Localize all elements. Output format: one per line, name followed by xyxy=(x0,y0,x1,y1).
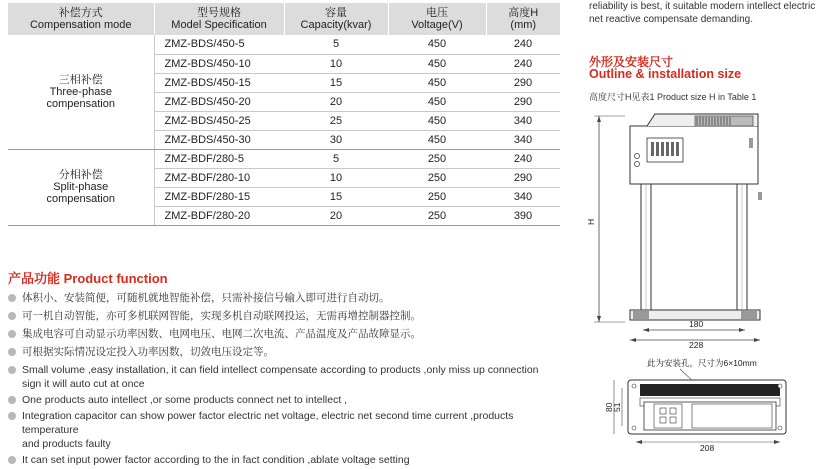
model-cell: ZMZ-BDS/450-25 xyxy=(154,111,284,130)
dim-208-label: 208 xyxy=(700,443,715,453)
header-compensation-mode: 补偿方式 Compensation mode xyxy=(8,3,154,35)
capacity-cell: 25 xyxy=(284,111,388,130)
voltage-cell: 250 xyxy=(388,187,486,206)
capacity-cell: 15 xyxy=(284,187,388,206)
voltage-cell: 250 xyxy=(388,206,486,225)
front-view-drawing xyxy=(585,108,805,350)
height-cell: 290 xyxy=(486,73,560,92)
intro-text: reliability is best, it suitable modern intellect electric net reactive compensate demanding. xyxy=(589,1,816,25)
list-item: 体积小、安装简便，可随机就地智能补偿，只需补接信号输入即可进行自动切。 xyxy=(8,291,568,305)
product-function-title: 产品功能 Product function xyxy=(8,271,168,286)
list-item: It can set input power factor according to the in fact condition ,ablate voltage setting xyxy=(8,453,568,467)
capacity-cell: 10 xyxy=(284,168,388,187)
capacity-cell: 5 xyxy=(284,149,388,168)
voltage-cell: 250 xyxy=(388,168,486,187)
list-item: 可一机自动智能，亦可多机联网智能，实现多机自动联网投运，无需再增控制器控制。 xyxy=(8,309,568,323)
table-row xyxy=(8,35,560,54)
model-cell: ZMZ-BDS/450-5 xyxy=(154,35,284,54)
header-model: 型号规格 Model Specification xyxy=(154,3,284,35)
voltage-cell: 450 xyxy=(388,35,486,54)
list-item: Integration capacitor can show power factor electric net voltage, electric net second time current ,products temperature and products faulty xyxy=(8,409,568,451)
mode-cell-three-phase: 三相补偿 Three-phase compensation xyxy=(8,35,154,149)
table-row xyxy=(8,149,560,168)
size-note: 高度尺寸H见表1 Product size H in Table 1 xyxy=(589,92,757,102)
list-item: Small volume ,easy installation, it can field intellect compensate according to products ,only miss up connection sign it will auto cut at once xyxy=(8,363,568,391)
voltage-cell: 450 xyxy=(388,111,486,130)
spec-table xyxy=(8,3,560,226)
model-cell: ZMZ-BDS/450-20 xyxy=(154,92,284,111)
height-cell: 340 xyxy=(486,187,560,206)
height-cell: 390 xyxy=(486,206,560,225)
height-cell: 290 xyxy=(486,92,560,111)
capacity-cell: 15 xyxy=(284,73,388,92)
outline-title-en: Outline & installation size xyxy=(589,67,742,81)
dim-h-label: H xyxy=(586,218,596,225)
capacity-cell: 20 xyxy=(284,92,388,111)
table-header-row xyxy=(8,3,560,35)
voltage-cell: 450 xyxy=(388,130,486,149)
voltage-cell: 450 xyxy=(388,92,486,111)
voltage-cell: 250 xyxy=(388,149,486,168)
header-capacity: 容量 Capacity(kvar) xyxy=(284,3,388,35)
dim-51-label: 51 xyxy=(612,402,622,412)
list-item: 集成电容可自动显示功率因数、电网电压、电网二次电流、产品温度及产品故障显示。 xyxy=(8,327,568,341)
dim-228-label: 228 xyxy=(689,340,704,350)
height-cell: 340 xyxy=(486,130,560,149)
capacity-cell: 20 xyxy=(284,206,388,225)
header-height: 高度H (mm) xyxy=(486,3,560,35)
capacity-cell: 10 xyxy=(284,54,388,73)
mounting-hole-note: 此为安装孔，尺寸为6×10mm xyxy=(647,358,757,368)
model-cell: ZMZ-BDF/280-10 xyxy=(154,168,284,187)
capacity-cell: 5 xyxy=(284,35,388,54)
voltage-cell: 450 xyxy=(388,54,486,73)
outline-title-cn: 外形及安装尺寸 xyxy=(589,55,674,69)
model-cell: ZMZ-BDS/450-30 xyxy=(154,130,284,149)
height-cell: 340 xyxy=(486,111,560,130)
model-cell: ZMZ-BDF/280-15 xyxy=(154,187,284,206)
dim-180-label: 180 xyxy=(689,319,704,329)
dim-80-label: 80 xyxy=(604,402,614,412)
bottom-view-drawing xyxy=(600,356,800,454)
height-cell: 240 xyxy=(486,149,560,168)
model-cell: ZMZ-BDF/280-5 xyxy=(154,149,284,168)
voltage-cell: 450 xyxy=(388,73,486,92)
list-item: One products auto intellect ,or some products connect net to intellect , xyxy=(8,393,568,407)
product-function-list xyxy=(8,291,568,469)
list-item: 可根据实际情况设定投入功率因数，切敛电压设定等。 xyxy=(8,345,568,359)
header-voltage: 电压 Voltage(V) xyxy=(388,3,486,35)
mode-cell-split-phase: 分相补偿 Split-phase compensation xyxy=(8,149,154,225)
model-cell: ZMZ-BDS/450-15 xyxy=(154,73,284,92)
capacity-cell: 30 xyxy=(284,130,388,149)
height-cell: 290 xyxy=(486,168,560,187)
height-cell: 240 xyxy=(486,54,560,73)
height-cell: 240 xyxy=(486,35,560,54)
model-cell: ZMZ-BDS/450-10 xyxy=(154,54,284,73)
model-cell: ZMZ-BDF/280-20 xyxy=(154,206,284,225)
